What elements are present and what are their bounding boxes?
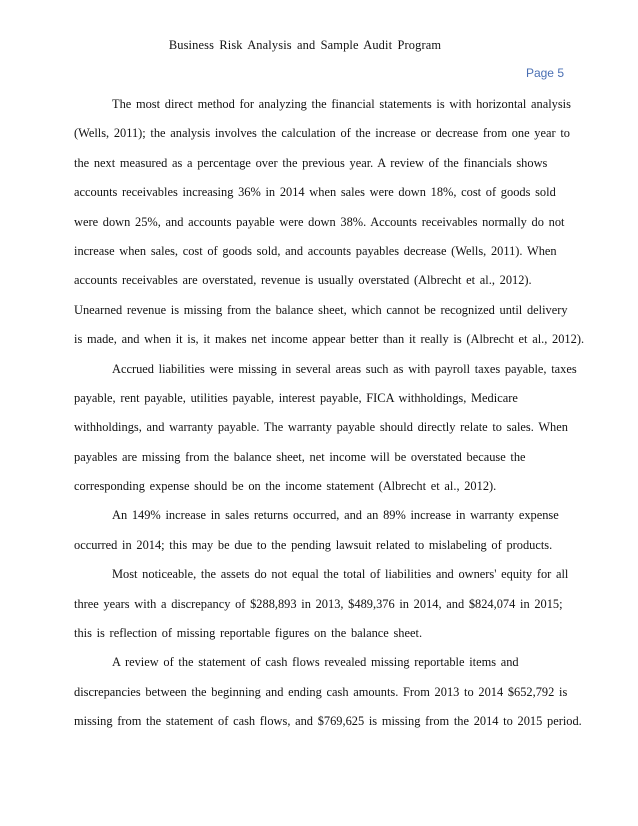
paragraph-cash-flows [74,648,582,736]
text-line: three years with a discrepancy of $288,893 in 2013, $489,376 in 2014, and $824,074 in 2015; [74,596,563,611]
text-line: increase when sales, cost of goods sold, and accounts payables decrease (Wells, 2011). When [74,243,557,258]
text-line: The most direct method for analyzing the financial statements is with horizontal analysis [112,97,571,111]
paragraph-horizontal-analysis [74,90,585,355]
text-line: accounts receivables increasing 36% in 2014 when sales were down 18%, cost of goods sold [74,185,556,200]
paragraph-assets-discrepancy [74,560,569,648]
running-head-title: Business Risk Analysis and Sample Audit Program [168,38,442,52]
text-line: is made, and when it is, it makes net income appear better than it really is (Albrecht et al., 2012). [74,332,585,347]
text-line: Accrued liabilities were missing in several areas such as with payroll taxes payable, taxes [112,361,577,376]
text-line: accounts receivables are overstated, revenue is usually overstated (Albrecht et al., 2012). [74,273,532,288]
text-line: the next measured as a percentage over the previous year. A review of the financials shows [74,155,548,170]
text-line: Unearned revenue is missing from the balance sheet, which cannot be recognized until delivery [74,302,568,317]
text-line: Most noticeable, the assets do not equal the total of liabilities and owners' equity for all [112,567,569,582]
text-line: An 149% increase in sales returns occurred, and an 89% increase in warranty expense [112,508,559,523]
text-line: (Wells, 2011); the analysis involves the calculation of the increase or decrease from one year to [74,126,570,141]
text-line: were down 25%, and accounts payable were down 38%. Accounts receivables normally do not [74,214,565,229]
paragraph-sales-returns [74,501,566,560]
text-line: A review of the statement of cash flows revealed missing reportable items and [112,655,519,670]
paragraph-accrued-liabilities [74,355,577,502]
text-line: discrepancies between the beginning and ending cash amounts. From 2013 to 2014 $652,792 is [74,684,568,699]
text-line: withholdings, and warranty payable. The warranty payable should directly relate to sales. When [74,420,568,435]
text-line: this is reflection of missing reportable figures on the balance sheet. [74,626,423,641]
text-line: payables are missing from the balance sheet, net income will be overstated because the [74,449,526,464]
page-number: Page 5 [525,66,564,80]
text-line: corresponding expense should be on the income statement (Albrecht et al., 2012). [74,479,497,494]
text-line: payable, rent payable, utilities payable, interest payable, FICA withholdings, Medicare [74,390,518,405]
body-text [74,90,585,737]
text-line: missing from the statement of cash flows, and $769,625 is missing from the 2014 to 2015 period. [74,714,582,729]
text-line: occurred in 2014; this may be due to the pending lawsuit related to mislabeling of products. [74,537,553,552]
